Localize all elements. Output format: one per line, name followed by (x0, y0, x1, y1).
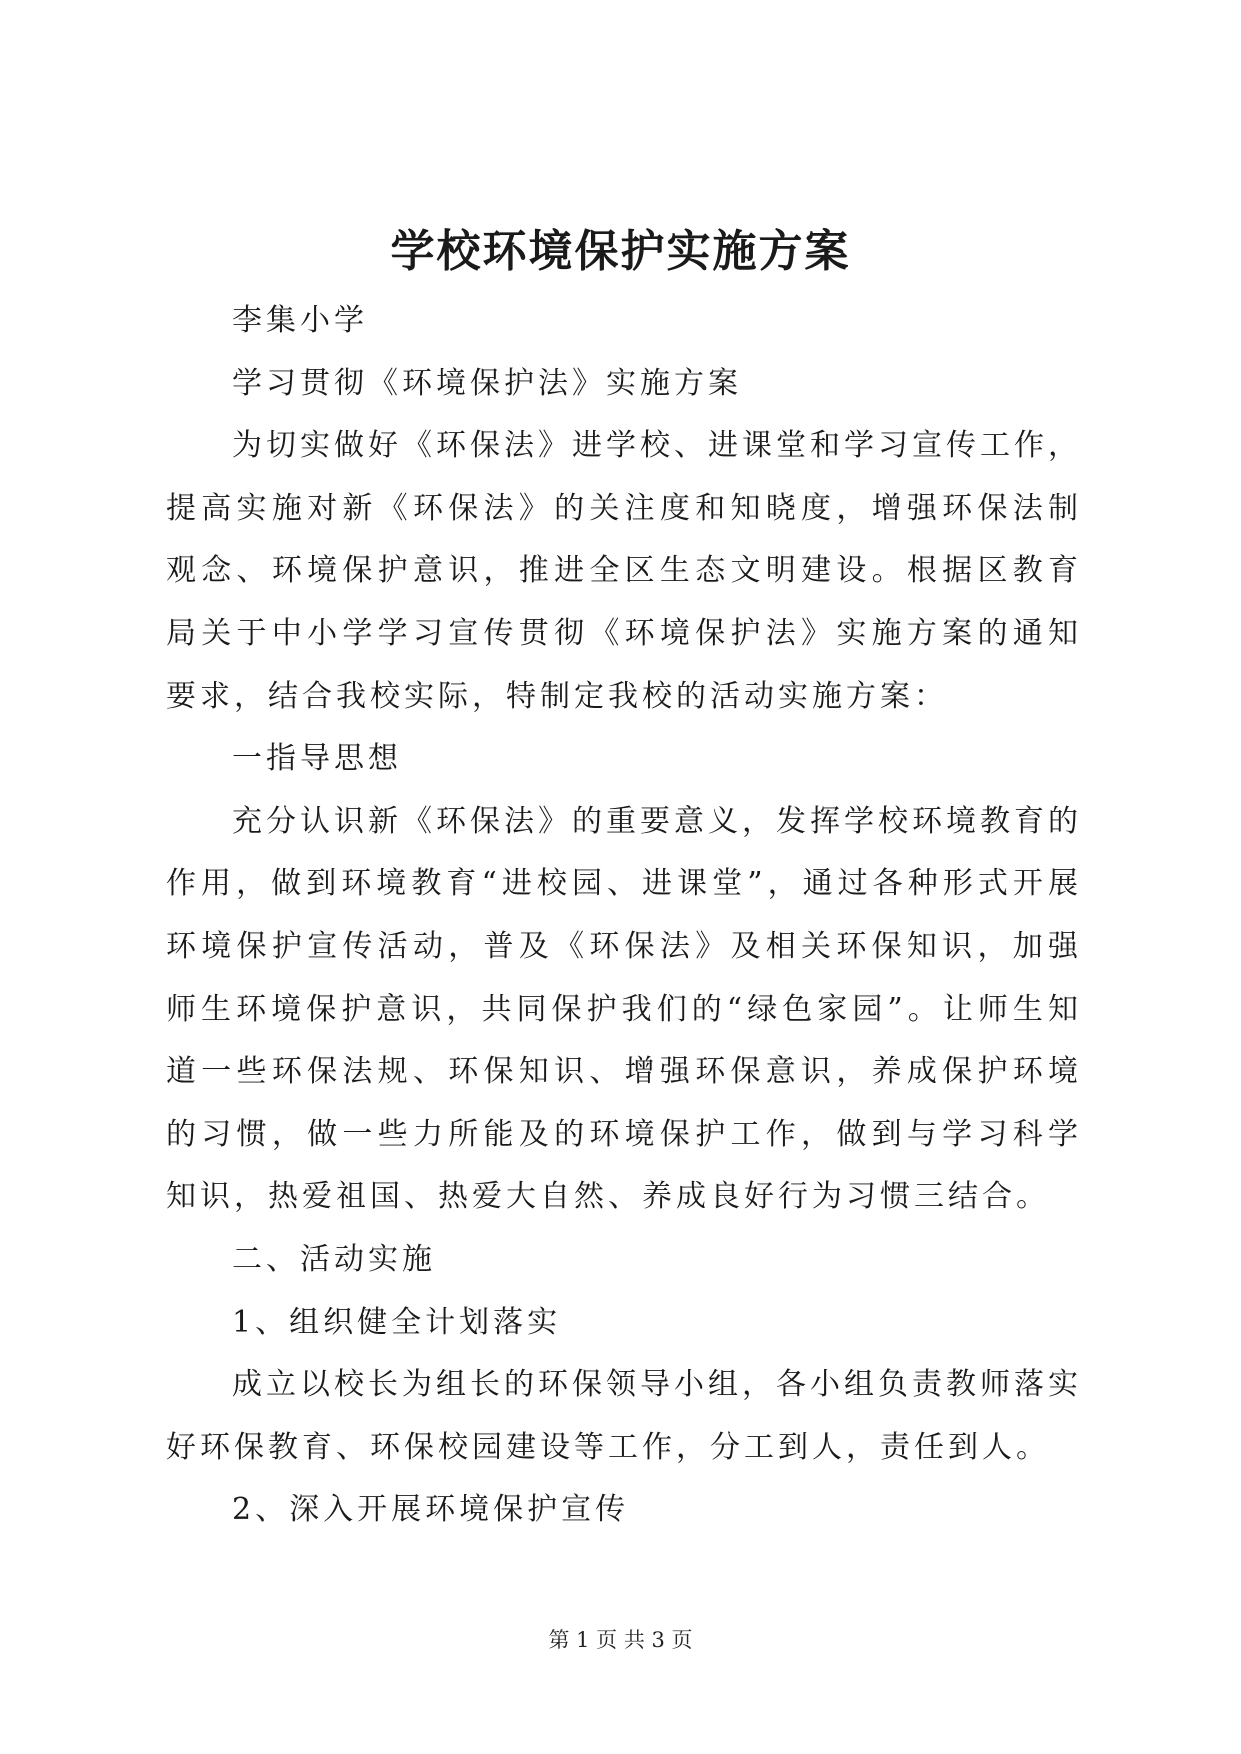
guiding-ideology-paragraph: 充分认识新《环保法》的重要意义，发挥学校环境教育的作用，做到环境教育“进校园、进课堂”，通过各种形式开展环境保护宣传活动，普及《环保法》及相关环保知识，加强师生环境保护意识，共同保护我们的“绿色家园”。让师生知道一些环保法规、环保知识、增强环保意识，养成保护环境的习惯，做一些力所能及的环境保护工作，做到与学习科学知识，热爱祖国、热爱大自然、养成良好行为习惯三结合。 (166, 803, 1082, 1215)
document-body (166, 290, 1082, 1542)
subsection-heading-publicity: 2、深入开展环境保护宣传 (232, 1492, 630, 1528)
intro-paragraph: 为切实做好《环保法》进学校、进课堂和学习宣传工作，提高实施对新《环保法》的关注度和知晓度，增强环保法制观念、环境保护意识，推进全区生态文明建设。根据区教育局关于中小学学习宣传贯彻《环境保护法》实施方案的通知要求，结合我校实际，特制定我校的活动实施方案： (166, 428, 1082, 714)
plan-subtitle: 学习贯彻《环境保护法》实施方案 (232, 365, 742, 401)
school-name: 李集小学 (232, 303, 368, 338)
page-footer: 第 1 页 共 3 页 (548, 1628, 693, 1652)
organization-paragraph: 成立以校长为组长的环保领导小组，各小组负责教师落实好环保教育、环保校园建设等工作，分工到人，责任到人。 (166, 1367, 1082, 1465)
document-title: 学校环境保护实施方案 (390, 226, 851, 277)
section-heading-activity-implementation: 二、活动实施 (232, 1241, 436, 1277)
subsection-heading-organization: 1、组织健全计划落实 (232, 1304, 562, 1340)
section-heading-guiding-ideology: 一指导思想 (232, 741, 402, 777)
